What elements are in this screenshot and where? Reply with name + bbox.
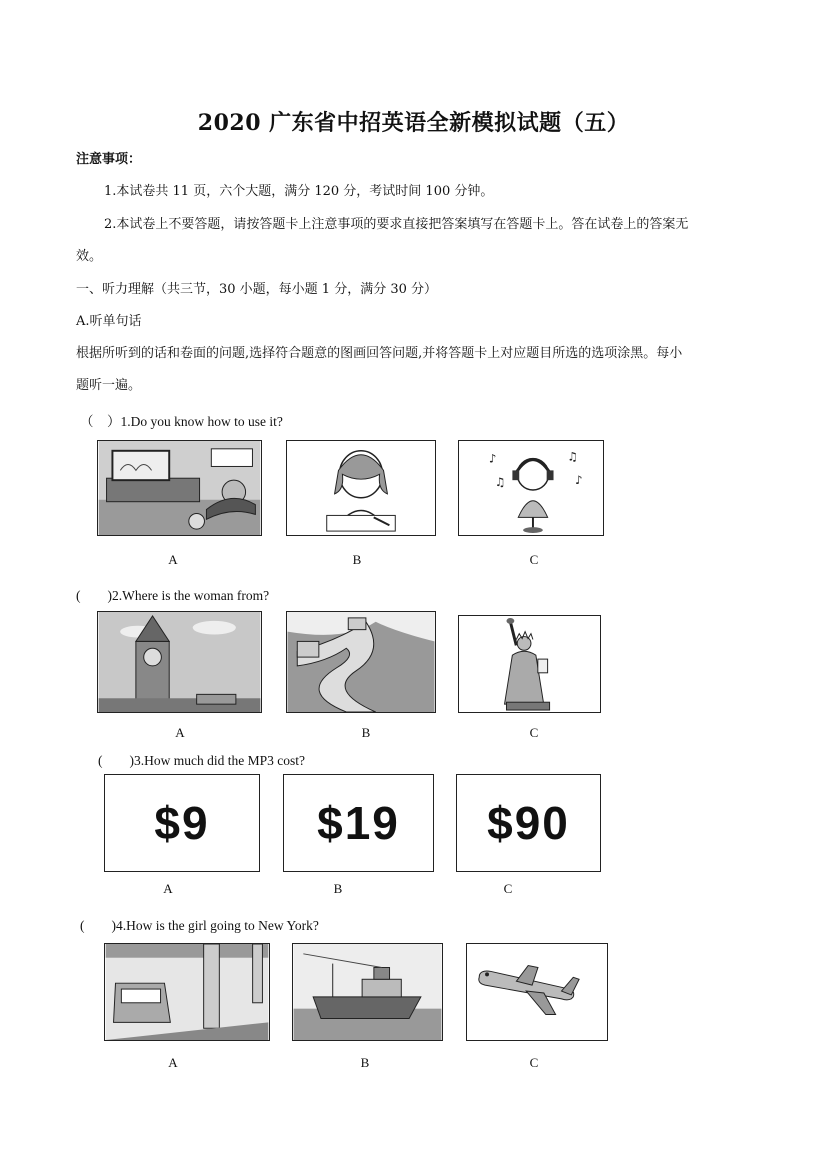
big-ben-image — [97, 611, 262, 713]
girl-headphones-image — [458, 440, 604, 536]
subway-train-image — [104, 943, 270, 1041]
question-2: ( )2.Where is the woman from? — [76, 588, 270, 603]
instruction-line2: 题听一遍。 — [76, 378, 142, 393]
option-4-b: B — [360, 1055, 370, 1070]
part-heading: A.听单句话 — [76, 314, 142, 329]
question-4: ( )4.How is the girl going to New York? — [80, 918, 319, 933]
ship-image — [292, 943, 443, 1041]
option-3-a: A — [163, 881, 173, 896]
tv-room-image — [97, 440, 262, 536]
svg-text:♫: ♫ — [494, 475, 506, 490]
svg-text:♫: ♫ — [567, 449, 578, 464]
question-1: （ ）1.Do you know how to use it? — [80, 414, 283, 429]
option-1-a: A — [168, 552, 178, 567]
airplane-image — [466, 943, 608, 1041]
option-2-c: C — [529, 725, 539, 740]
statue-of-liberty-image — [458, 615, 601, 713]
notice-item-1: 1.本试卷共 11 页，六个大题，满分 120 分，考试时间 100 分钟。 — [104, 184, 494, 199]
price-option-c: $90 — [456, 774, 601, 872]
great-wall-image — [286, 611, 436, 713]
svg-text:♪: ♪ — [488, 451, 497, 466]
option-4-c: C — [529, 1055, 539, 1070]
option-1-b: B — [352, 552, 362, 567]
page-title: 2020 广东省中招英语全新模拟试题（五） — [197, 110, 630, 136]
option-3-b: B — [333, 881, 343, 896]
section-heading: 一、听力理解（共三节，30 小题，每小题 1 分，满分 30 分） — [76, 282, 438, 297]
option-2-b: B — [361, 725, 371, 740]
notice-item-2-line1: 2.本试卷上不要答题，请按答题卡上注意事项的要求直接把答案填写在答题卡上。答在试卷上的答案无 — [104, 217, 689, 232]
notice-item-2-line2: 效。 — [76, 249, 103, 264]
svg-text:♪: ♪ — [575, 473, 583, 488]
price-option-b: $19 — [283, 774, 434, 872]
price-option-a: $9 — [104, 774, 260, 872]
option-1-c: C — [529, 552, 539, 567]
option-2-a: A — [175, 725, 185, 740]
instruction-line1: 根据所听到的话和卷面的问题,选择符合题意的图画回答问题,并将答题卡上对应题目所选的选项涂黑。每小 — [76, 346, 683, 361]
notice-heading: 注意事项： — [76, 152, 142, 167]
option-4-a: A — [168, 1055, 178, 1070]
question-3: ( )3.How much did the MP3 cost? — [98, 753, 305, 768]
girl-writing-image — [286, 440, 436, 536]
option-3-c: C — [503, 881, 513, 896]
